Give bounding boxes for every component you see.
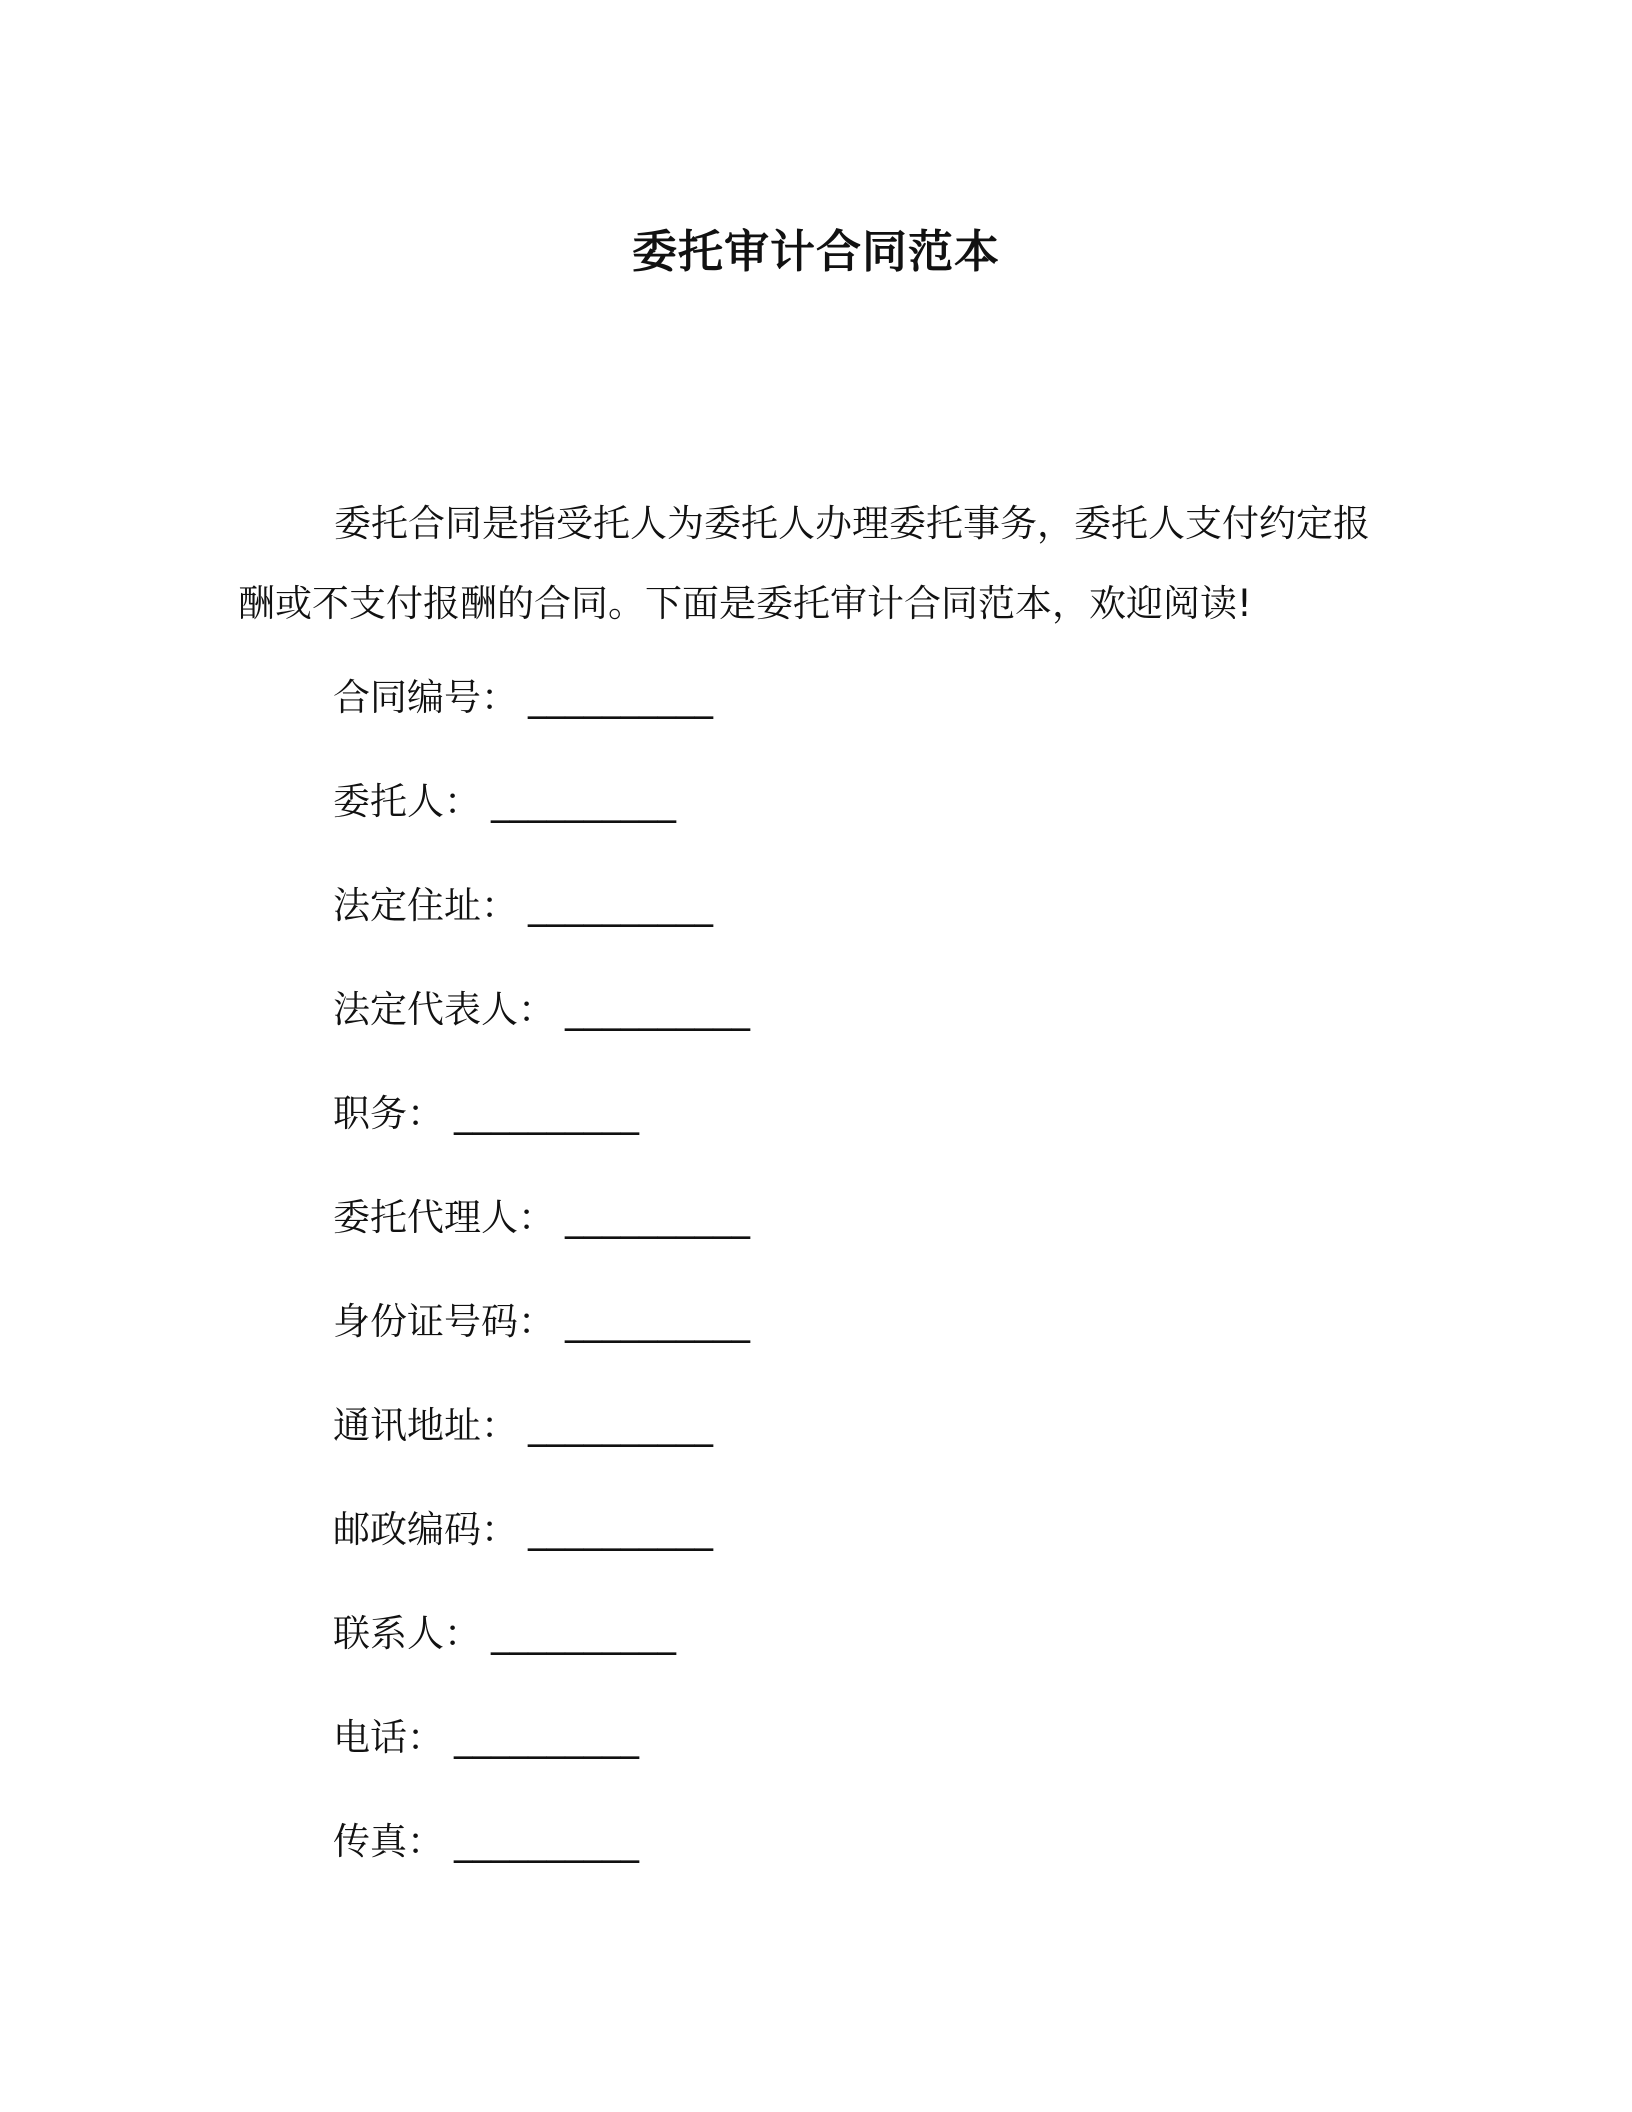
field-blank: __________	[454, 1716, 639, 1759]
document-title: 委托审计合同范本	[631, 225, 1000, 278]
field-label: 联系人：	[333, 1612, 481, 1655]
field-label: 委托代理人：	[333, 1196, 555, 1239]
field-blank: __________	[565, 1300, 750, 1343]
field-blank: __________	[454, 1092, 639, 1135]
field-label: 合同编号：	[333, 676, 518, 719]
field-blank: __________	[528, 1404, 713, 1447]
field-blank: __________	[528, 1508, 713, 1551]
field-phone	[333, 1712, 750, 1816]
field-blank: __________	[528, 884, 713, 927]
field-position	[333, 1088, 750, 1192]
field-label: 法定代表人：	[333, 988, 555, 1031]
field-blank: __________	[491, 780, 676, 823]
field-fax	[333, 1816, 750, 1920]
field-contract-number	[333, 672, 750, 776]
field-contact-person	[333, 1608, 750, 1712]
field-label: 职务：	[333, 1092, 444, 1135]
contract-fields	[333, 672, 750, 1920]
field-authorized-agent	[333, 1192, 750, 1296]
field-label: 通讯地址：	[333, 1404, 518, 1447]
field-mailing-address	[333, 1400, 750, 1504]
field-principal	[333, 776, 750, 880]
field-legal-address	[333, 880, 750, 984]
field-blank: __________	[565, 988, 750, 1031]
field-legal-representative	[333, 984, 750, 1088]
field-id-number	[333, 1296, 750, 1400]
field-label: 电话：	[333, 1716, 444, 1759]
field-blank: __________	[565, 1196, 750, 1239]
intro-paragraph: 委托合同是指受托人为委托人办理委托事务，委托人支付约定报酬或不支付报酬的合同。下面是委托审计合同范本，欢迎阅读!	[238, 502, 1370, 625]
field-label: 传真：	[333, 1820, 444, 1863]
field-blank: __________	[528, 676, 713, 719]
field-blank: __________	[491, 1612, 676, 1655]
field-label: 委托人：	[333, 780, 481, 823]
field-label: 身份证号码：	[333, 1300, 555, 1343]
field-postal-code	[333, 1504, 750, 1608]
field-blank: __________	[454, 1820, 639, 1863]
field-label: 法定住址：	[333, 884, 518, 927]
field-label: 邮政编码：	[333, 1508, 518, 1551]
